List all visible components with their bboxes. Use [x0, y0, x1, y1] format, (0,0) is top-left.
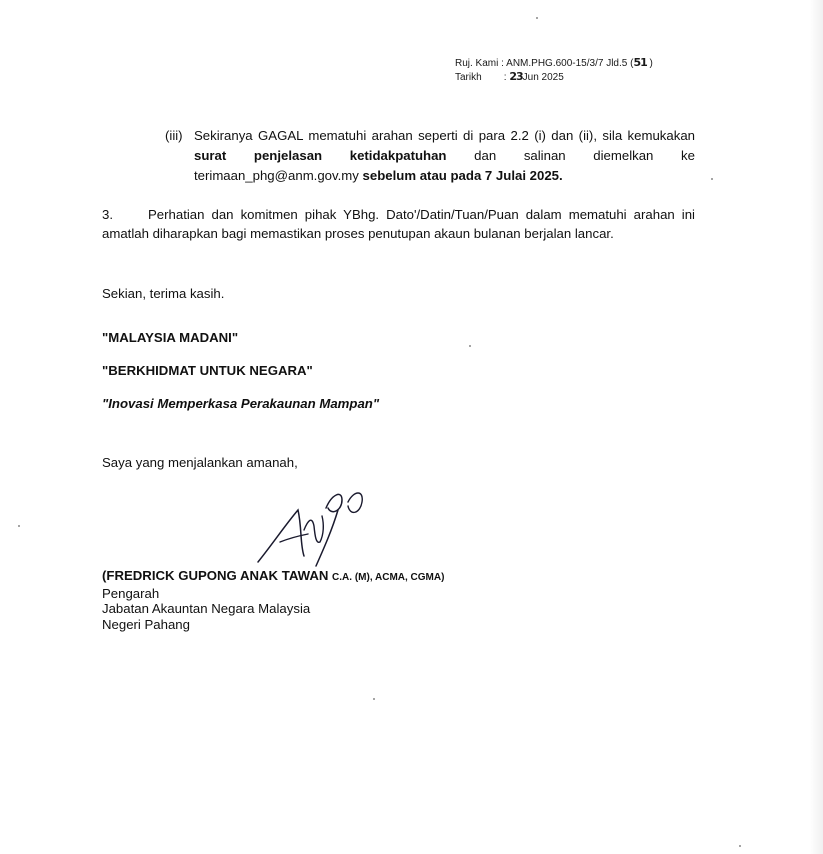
slogan-berkhidmat: "BERKHIDMAT UNTUK NEGARA": [102, 363, 313, 378]
scan-speck: [536, 17, 538, 19]
scan-speck: [373, 698, 375, 700]
signatory-name-line: [102, 568, 444, 586]
scan-speck: [469, 345, 471, 347]
item-deadline: sebelum atau pada 7 Julai 2025.: [362, 168, 563, 183]
item-text: Sekiranya GAGAL mematuhi arahan seperti di para 2.2 (i) dan (ii), sila kemukakan: [194, 128, 695, 143]
slogan-inovasi: "Inovasi Memperkasa Perakaunan Mampan": [102, 396, 380, 411]
item-number: (iii): [165, 128, 183, 143]
date-value: Jun 2025: [522, 72, 564, 83]
date-row: Tarikh : 23Jun 2025: [455, 70, 564, 83]
closing-line: Sekian, terima kasih.: [102, 286, 225, 301]
handwritten-signature: [252, 486, 372, 568]
amanah-line: Saya yang menjalankan amanah,: [102, 455, 298, 470]
date-handwritten-day: 23: [509, 70, 523, 83]
scan-speck: [18, 525, 20, 527]
item-bold-phrase: surat penjelasan ketidakpatuhan: [194, 148, 447, 163]
paragraph-item-iii: [165, 126, 695, 186]
signatory-credentials: C.A. (M), ACMA, CGMA): [332, 572, 445, 583]
scan-speck: [711, 178, 713, 180]
scan-speck: [739, 845, 741, 847]
item-body: [194, 126, 695, 186]
slogan-malaysia-madani: "MALAYSIA MADANI": [102, 330, 239, 345]
reference-handwritten-number: 51: [633, 56, 647, 69]
signatory-name: (FREDRICK GUPONG ANAK TAWAN: [102, 568, 329, 583]
reference-number-row: Ruj. Kami : ANM.PHG.600-15/3/7 Jld.5 (51 ): [455, 56, 653, 69]
paragraph-number: 3.: [102, 207, 113, 222]
paragraph-text: Perhatian dan komitmen pihak YBhg. Dato'/Datin/Tuan/Puan dalam mematuhi arahan ini amatlah diharapkan bagi memastikan proses penutupan akaun bulanan berjalan lancar.: [102, 207, 695, 241]
reference-label: Ruj. Kami: [455, 58, 499, 69]
signatory-department: Jabatan Akauntan Negara Malaysia: [102, 601, 311, 616]
page-edge-shadow: [809, 0, 823, 854]
signatory-title: Pengarah: [102, 585, 160, 601]
item-text-email: dan salinan diemelkan ke terimaan_phg@anm.gov.my: [194, 148, 695, 183]
reference-block: [455, 56, 653, 84]
date-label: Tarikh: [455, 72, 482, 83]
signatory-state: Negeri Pahang: [102, 616, 190, 632]
paragraph-3: [102, 205, 695, 243]
signatory-block: [102, 568, 444, 632]
reference-close: ): [649, 58, 653, 69]
reference-value: ANM.PHG.600-15/3/7 Jld.5 (: [506, 58, 634, 69]
